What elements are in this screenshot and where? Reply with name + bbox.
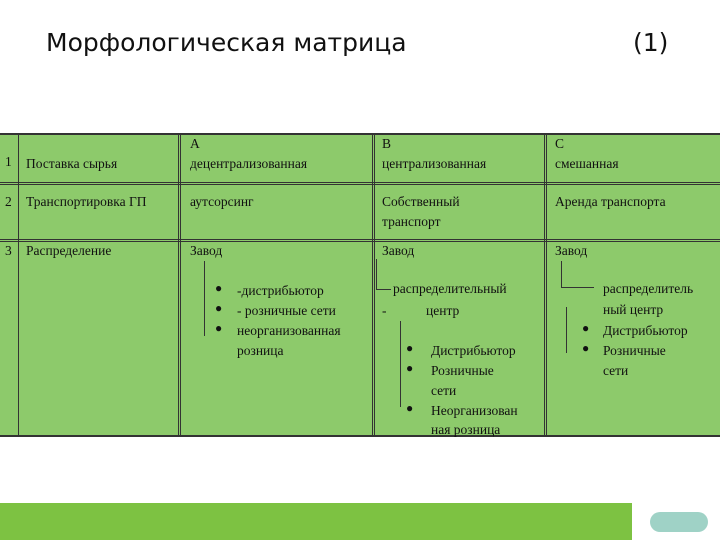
cell-3a-item: розница <box>237 343 284 358</box>
cell-3a-head: Завод <box>190 243 223 258</box>
bullet-icon: ● <box>406 361 414 375</box>
cell-2a: аутсорсинг <box>190 194 254 209</box>
cell-2b-line2: транспорт <box>382 214 441 229</box>
tree-connector <box>400 321 401 407</box>
tree-connector <box>566 307 567 353</box>
bullet-icon: ● <box>582 341 590 355</box>
grid-line <box>544 135 547 435</box>
cell-1b: централизованная <box>382 156 487 171</box>
morphological-matrix-table <box>0 133 720 437</box>
logo-icon <box>650 512 708 532</box>
grid-line <box>18 135 19 435</box>
slide-title: Морфологическая матрица <box>46 28 407 57</box>
grid-line <box>0 182 720 185</box>
tree-connector <box>561 261 594 288</box>
grid-line <box>372 135 375 435</box>
cell-3c-center: распределитель <box>603 281 694 296</box>
cell-3c-item: Розничные <box>603 343 666 358</box>
cell-3a-item: - розничные сети <box>237 303 336 318</box>
column-header-b: B <box>382 136 392 151</box>
cell-3b-item: Дистрибьютор <box>431 343 516 358</box>
cell-1a: децентрализованная <box>190 156 308 171</box>
row-number: 1 <box>5 154 12 169</box>
cell-3c-head: Завод <box>555 243 588 258</box>
cell-3c-center-2: ный центр <box>603 302 664 317</box>
footer-band <box>0 503 632 540</box>
cell-2c: Аренда транспорта <box>555 194 666 209</box>
cell-3b-item: Розничные <box>431 363 494 378</box>
cell-3b-head: Завод <box>382 243 415 258</box>
tree-connector <box>204 261 205 336</box>
cell-3b-dash: - <box>382 303 387 318</box>
row-number: 2 <box>5 194 12 209</box>
bullet-icon: ● <box>582 321 590 335</box>
cell-3b-item: сети <box>431 383 457 398</box>
bullet-icon: ● <box>215 281 223 295</box>
slide-number: (1) <box>633 28 669 57</box>
cell-3c-item: сети <box>603 363 629 378</box>
cell-3a-item: -дистрибьютор <box>237 283 324 298</box>
cell-3b-center: распределительный <box>393 281 507 296</box>
row-label: Транспортировка ГП <box>26 194 147 209</box>
cell-2b-line1: Собственный <box>382 194 460 209</box>
tree-connector <box>376 259 391 290</box>
cell-3b-item: ная розница <box>431 422 501 437</box>
cell-3c-item: Дистрибьютор <box>603 323 688 338</box>
row-number: 3 <box>5 243 12 258</box>
bullet-icon: ● <box>215 301 223 315</box>
column-header-a: A <box>190 136 200 151</box>
row-label: Распределение <box>26 243 112 258</box>
bullet-icon: ● <box>406 341 414 355</box>
bullet-icon: ● <box>406 401 414 415</box>
bullet-icon: ● <box>215 321 223 335</box>
grid-line <box>178 135 181 435</box>
cell-1c: смешанная <box>555 156 619 171</box>
column-header-c: C <box>555 136 565 151</box>
row-label: Поставка сырья <box>26 156 118 171</box>
cell-3b-item: Неорганизован <box>431 403 518 418</box>
cell-3b-center-2: центр <box>426 303 460 318</box>
cell-3a-item: неорганизованная <box>237 323 341 338</box>
